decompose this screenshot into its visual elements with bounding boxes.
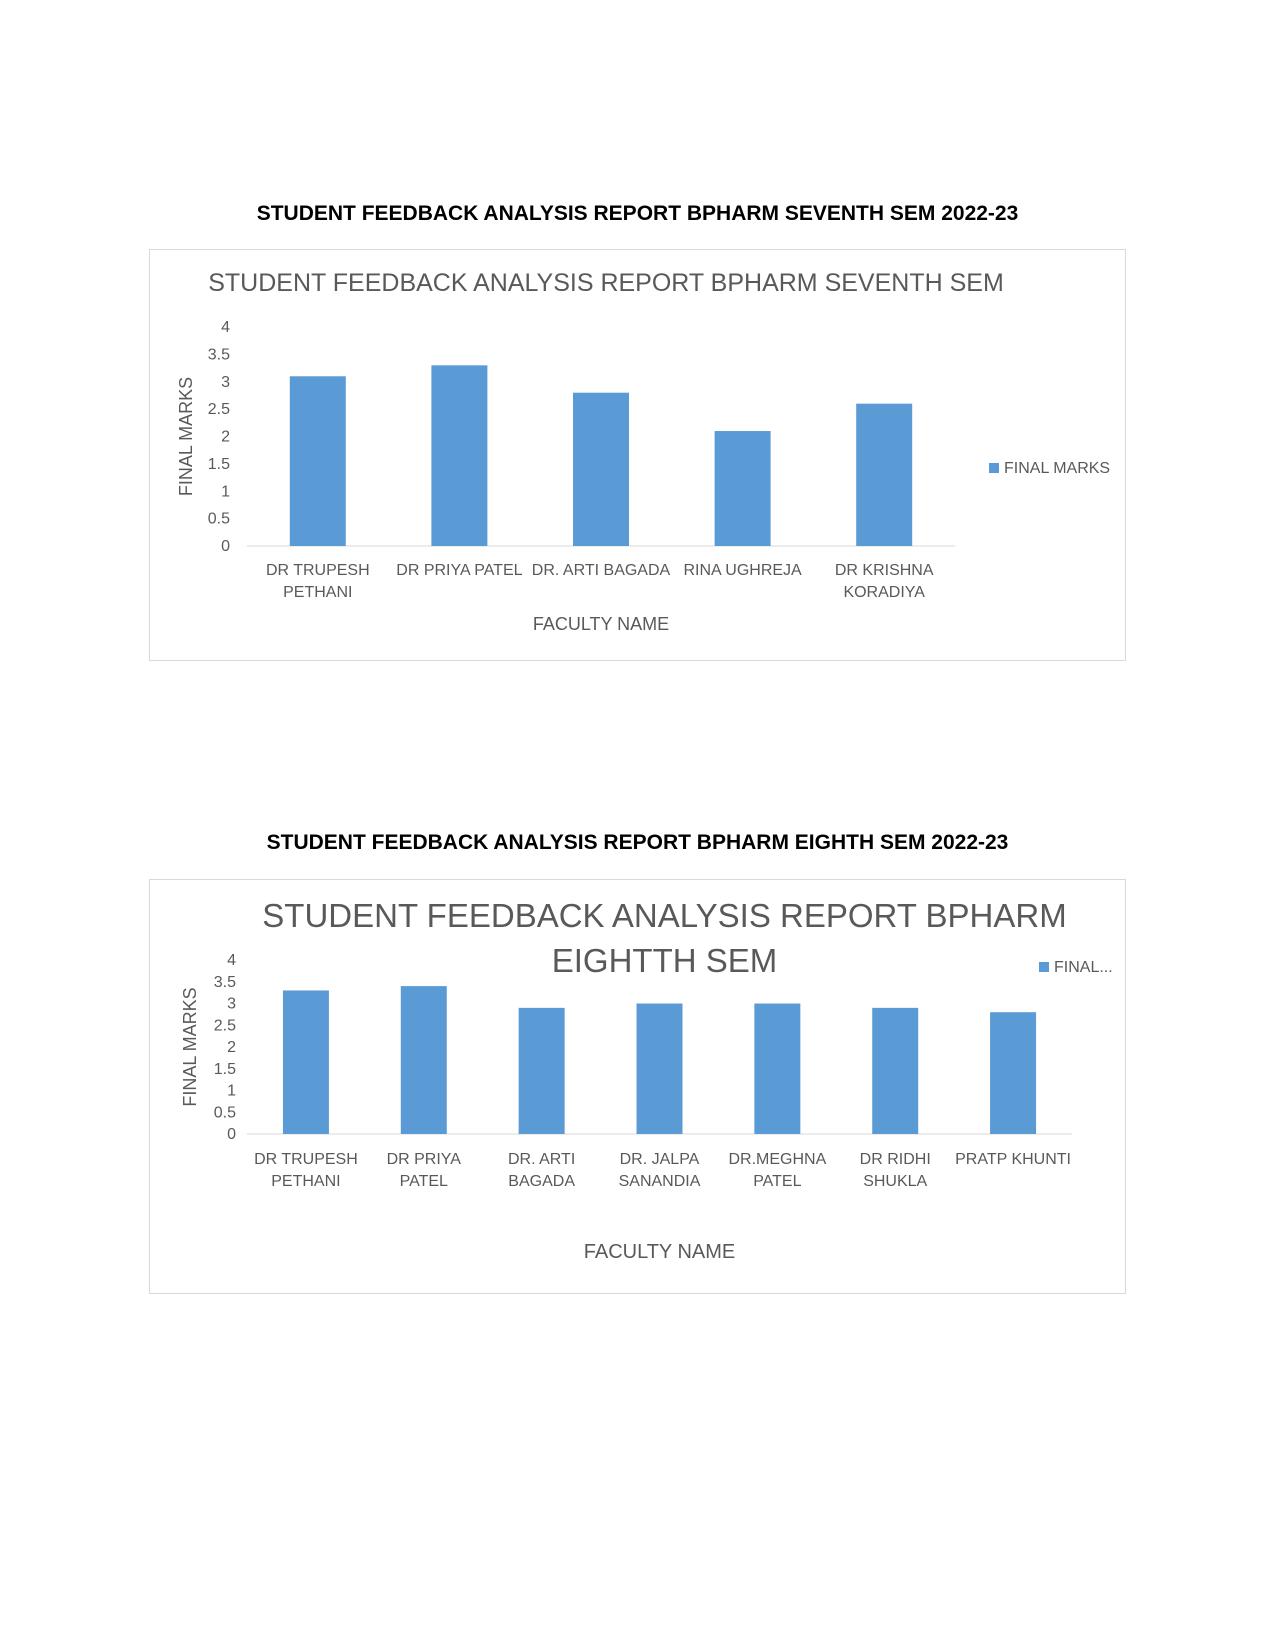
x-tick-label: DR RIDHI xyxy=(859,1151,931,1168)
y-tick-label: 0.5 xyxy=(207,510,230,528)
chart-seventh-sem-svg xyxy=(150,250,1125,660)
bar xyxy=(856,404,912,546)
x-tick-label: KORADIYA xyxy=(843,584,925,601)
page-heading-seventh-sem: STUDENT FEEDBACK ANALYSIS REPORT BPHARM SEVENTH SEM 2022-23 xyxy=(256,202,1019,225)
bar xyxy=(872,1008,918,1134)
bar xyxy=(990,1012,1036,1134)
x-tick-label: PATEL xyxy=(753,1173,802,1190)
x-tick-label: DR PRIYA xyxy=(386,1151,461,1168)
y-tick-label: 0 xyxy=(221,538,230,555)
chart-eighth-sem-svg xyxy=(150,880,1125,1293)
y-tick-label: 2 xyxy=(227,1039,236,1056)
page-heading-eighth-sem: STUDENT FEEDBACK ANALYSIS REPORT BPHARM EIGHTH SEM 2022-23 xyxy=(266,831,1009,854)
chart-title: STUDENT FEEDBACK ANALYSIS REPORT BPHARM xyxy=(262,897,1067,934)
x-tick-label: SANANDIA xyxy=(618,1173,701,1190)
legend-label: FINAL MARKS xyxy=(1004,460,1111,477)
x-tick-label: PRATP KHUNTI xyxy=(955,1151,1072,1168)
y-tick-label: 3 xyxy=(221,373,230,391)
x-tick-label: DR PRIYA PATEL xyxy=(396,562,523,579)
bar xyxy=(519,1008,565,1134)
y-tick-label: 0 xyxy=(227,1126,236,1143)
y-tick-label: 2 xyxy=(221,428,230,446)
x-tick-label: DR TRUPESH xyxy=(265,562,370,579)
x-tick-label: RINA UGHREJA xyxy=(683,562,802,579)
x-axis-label: FACULTY NAME xyxy=(532,614,670,634)
x-tick-label: DR.MEGHNA xyxy=(728,1151,827,1168)
x-axis-label: FACULTY NAME xyxy=(583,1241,736,1263)
y-tick-label: 3 xyxy=(227,995,236,1013)
x-tick-label: DR KRISHNA xyxy=(834,562,934,579)
legend-label: FINAL... xyxy=(1054,959,1113,976)
y-tick-label: 3.5 xyxy=(207,346,230,364)
x-tick-label: PATEL xyxy=(399,1173,448,1190)
bar xyxy=(401,986,447,1134)
bar xyxy=(283,990,329,1134)
y-tick-label: 1 xyxy=(227,1082,236,1100)
x-tick-label: SHUKLA xyxy=(863,1173,928,1190)
y-tick-label: 0.5 xyxy=(213,1104,236,1122)
y-tick-label: 1 xyxy=(221,483,230,501)
bar xyxy=(431,365,487,546)
bar xyxy=(573,393,629,546)
y-tick-label: 4 xyxy=(221,319,230,336)
y-tick-label: 3.5 xyxy=(213,973,236,991)
x-tick-label: PETHANI xyxy=(283,584,353,601)
chart-seventh-sem xyxy=(149,249,1126,661)
y-tick-label: 4 xyxy=(227,952,236,969)
chart-title: EIGHTTH SEM xyxy=(551,942,778,979)
x-tick-label: DR. JALPA xyxy=(619,1151,700,1168)
y-axis-label: FINAL MARKS xyxy=(180,987,200,1107)
bar xyxy=(715,431,771,546)
y-tick-label: 1.5 xyxy=(207,455,230,473)
x-tick-label: DR. ARTI BAGADA xyxy=(531,562,671,579)
x-tick-label: BAGADA xyxy=(508,1173,575,1190)
y-tick-label: 2.5 xyxy=(207,401,230,419)
chart-eighth-sem xyxy=(149,879,1126,1294)
chart-title: STUDENT FEEDBACK ANALYSIS REPORT BPHARM SEVENTH SEM xyxy=(208,269,1004,297)
bar xyxy=(637,1004,683,1135)
y-tick-label: 2.5 xyxy=(213,1017,236,1035)
x-tick-label: DR. ARTI xyxy=(508,1151,576,1168)
y-tick-label: 1.5 xyxy=(213,1060,236,1078)
x-tick-label: PETHANI xyxy=(271,1173,341,1190)
legend-swatch xyxy=(1039,962,1049,972)
bar xyxy=(754,1004,800,1135)
legend-swatch xyxy=(989,463,999,473)
x-tick-label: DR TRUPESH xyxy=(254,1151,358,1168)
bar xyxy=(290,376,346,546)
y-axis-label: FINAL MARKS xyxy=(176,376,196,497)
